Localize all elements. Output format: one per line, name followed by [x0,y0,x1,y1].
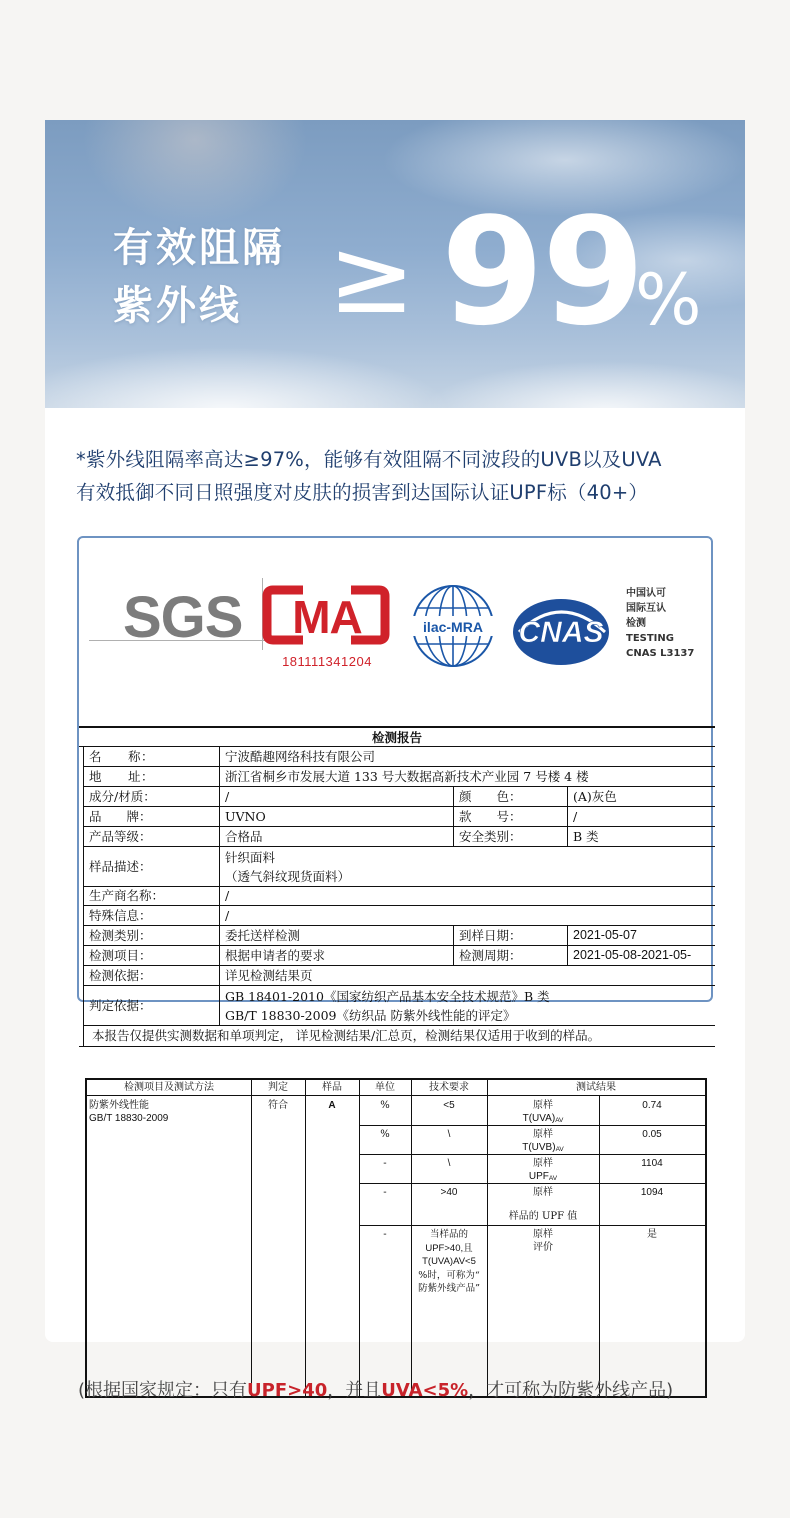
report-note: 本报告仅提供实测数据和单项判定， 详见检测结果/汇总页，检测结果仅适用于收到的样品。 [83,1026,715,1046]
judgement-line2: GB/T 18830-2009《纺织品 防紫外线性能的评定》 [225,1008,516,1023]
results-label: 原样 [533,1187,553,1198]
row-label-2: 检测周期： [453,946,567,965]
results-requirement: \ [447,1129,451,1140]
results-header-judge: 判定 [251,1080,305,1096]
row-label: 检测类别： [83,926,219,945]
cnas-mark-icon [509,596,617,668]
cnas-side-line: 检测 [626,618,646,629]
cnas-text: CNAS [518,616,604,649]
hero-title-line2: 紫外线 [113,283,242,329]
row-value-2: / [567,807,715,826]
row-value-2: 2021-05-08-2021-05- [567,946,715,965]
hero-banner [45,120,745,408]
cma-logo [263,584,391,674]
hero-title-line1: 有效阻隔 [113,225,285,271]
results-row-divider [359,1225,705,1226]
hero-percent-sign: % [635,259,702,341]
report-row-special [83,906,715,926]
results-value: 0.74 [642,1100,662,1111]
report-row-brand [83,807,715,827]
results-unit: % [380,1100,390,1111]
row-label: 样品描述： [83,847,219,886]
report-row-test-items [83,946,715,966]
results-label-2: 评价 [533,1242,553,1253]
cnas-side-line: 中国认可 [626,588,666,599]
row-label: 成分/材质： [83,787,219,806]
row-value: 宁波酷趣网络科技有限公司 [219,747,715,766]
row-value: / [219,787,453,806]
report-divider [79,1046,715,1047]
ilac-text: ilac-MRA [423,619,483,635]
results-label-2: $T(UVB)_{AV}$ [522,1142,564,1153]
results-col-divider [305,1080,306,1396]
row-value: UVNO [219,807,453,826]
results-value: 1104 [641,1158,663,1169]
cma-mark-icon [263,584,391,654]
requirement-note-line: UPF>40,且 [425,1242,473,1254]
footnote-highlight-uva: UVA<5% [381,1380,469,1401]
row-value: 委托送样检测 [219,926,453,945]
results-value: 0.05 [642,1129,662,1140]
report-row-test-basis [83,966,715,986]
test-report-image [77,536,713,1294]
results-table [85,1078,707,1398]
results-sample: A [328,1100,336,1111]
footnote-text: (根据国家规定：只有 [78,1380,248,1401]
report-row-judgement [83,986,715,1026]
sample-desc-line2: （透气斜纹现货面料） [225,869,351,884]
greater-equal-symbol: ≥ [328,215,416,337]
row-label: 特殊信息： [83,906,219,925]
results-header-unit: 单位 [359,1080,411,1096]
row-label-2: 安全类别： [453,827,567,846]
row-value: 合格品 [219,827,453,846]
row-value: / [219,887,715,905]
row-value-2: (A)灰色 [567,787,715,806]
cnas-side-line: TESTING [626,633,674,644]
results-item-standard: GB/T 18830-2009 [89,1113,169,1124]
results-item-name: 防紫外线性能 [89,1100,149,1111]
results-header-requirement: 技术要求 [411,1080,487,1096]
report-row-test-type [83,926,715,946]
requirement-note-line: %时，可称为“ [418,1269,480,1281]
footnote-highlight-upf: UPF>40 [247,1380,328,1401]
report-title: 检测报告 [79,726,715,747]
results-judge: 符合 [268,1100,288,1111]
sgs-logo [119,578,279,648]
row-value [219,986,715,1025]
row-label: 生产商名称： [83,887,219,905]
results-unit: - [383,1187,387,1198]
results-requirement-note [411,1228,487,1296]
row-label-2: 款 号： [453,807,567,826]
row-label: 判定依据： [83,986,219,1025]
report-row-name [83,747,715,767]
results-value: 1094 [640,1187,664,1198]
content-card [45,120,745,1342]
description-line1: *紫外线阻隔率高达≥97%，能够有效阻隔不同波段的UVB以及UVA [76,448,662,471]
report-row-address [83,767,715,787]
hero-percentage-number: 99 [441,186,643,358]
cma-letters: MA [292,591,362,643]
ilac-globe-icon [407,574,499,678]
results-value: 是 [647,1229,657,1240]
results-unit: % [380,1129,390,1140]
row-value-2: B 类 [567,827,715,846]
row-value: / [219,906,715,925]
results-header-result: 测试结果 [487,1080,705,1096]
row-label: 名 称： [83,747,219,766]
results-requirement: <5 [443,1100,455,1111]
row-value: 详见检测结果页 [219,966,715,985]
cma-number: 181111341204 [282,654,372,669]
cnas-logo [509,596,617,668]
sample-desc-line1: 针织面料 [225,850,276,865]
results-label-2: 样品的 UPF 值 [508,1211,578,1222]
results-header-item: 检测项目及测试方法 [87,1080,251,1096]
results-unit: - [383,1229,387,1240]
judgement-line1: GB 18401-2010《国家纺织产品基本安全技术规范》B 类 [225,989,550,1004]
report-row-sample-desc [83,847,715,887]
results-requirement: \ [447,1158,451,1169]
row-value: 浙江省桐乡市发展大道 133 号大数据高新技术产业园 7 号楼 4 楼 [219,767,715,786]
footnote-text: ，才可称为防紫外线产品) [468,1380,674,1401]
ilac-mra-logo [407,574,499,678]
row-label: 地 址： [83,767,219,786]
requirement-note-line: T(UVA)AV<5 [422,1256,476,1267]
cnas-side-line: CNAS L3137 [626,648,695,659]
report-row-composition [83,787,715,807]
row-label-2: 颜 色： [453,787,567,806]
row-value: 根据申请者的要求 [219,946,453,965]
row-label-2: 到样日期： [453,926,567,945]
requirement-note-line: 防紫外线产品” [418,1283,480,1294]
footnote-text: ，并且 [327,1380,382,1401]
report-row-grade [83,827,715,847]
footnote [78,1378,718,1404]
requirement-note-line: 当样品的 [429,1229,468,1240]
report-row-manufacturer [83,887,715,906]
results-label-2: $T(UVA)_{AV}$ [522,1113,564,1124]
results-label: 原样 [533,1229,553,1240]
results-col-divider [599,1096,600,1396]
results-col-divider [251,1080,252,1396]
results-header-sample: 样品 [305,1080,359,1096]
row-label: 产品等级： [83,827,219,846]
row-label: 检测项目： [83,946,219,965]
cnas-side-text [626,586,694,661]
row-value-2: 2021-05-07 [567,926,715,945]
results-label: 原样 [533,1129,553,1140]
row-label: 品 牌： [83,807,219,826]
description-line2: 有效抵御不同日照强度对皮肤的损害到达国际认证UPF标（40+） [76,481,649,504]
sgs-logo-text: SGS [123,585,243,650]
results-requirement: >40 [440,1187,458,1198]
row-label: 检测依据： [83,966,219,985]
cnas-side-line: 国际互认 [626,603,666,614]
row-value [219,847,715,886]
results-label-2: $UPF_{AV}$ [528,1171,558,1182]
results-label: 原样 [533,1158,553,1169]
description-text [76,443,726,509]
results-label: 原样 [533,1100,553,1111]
results-unit: - [383,1158,387,1169]
